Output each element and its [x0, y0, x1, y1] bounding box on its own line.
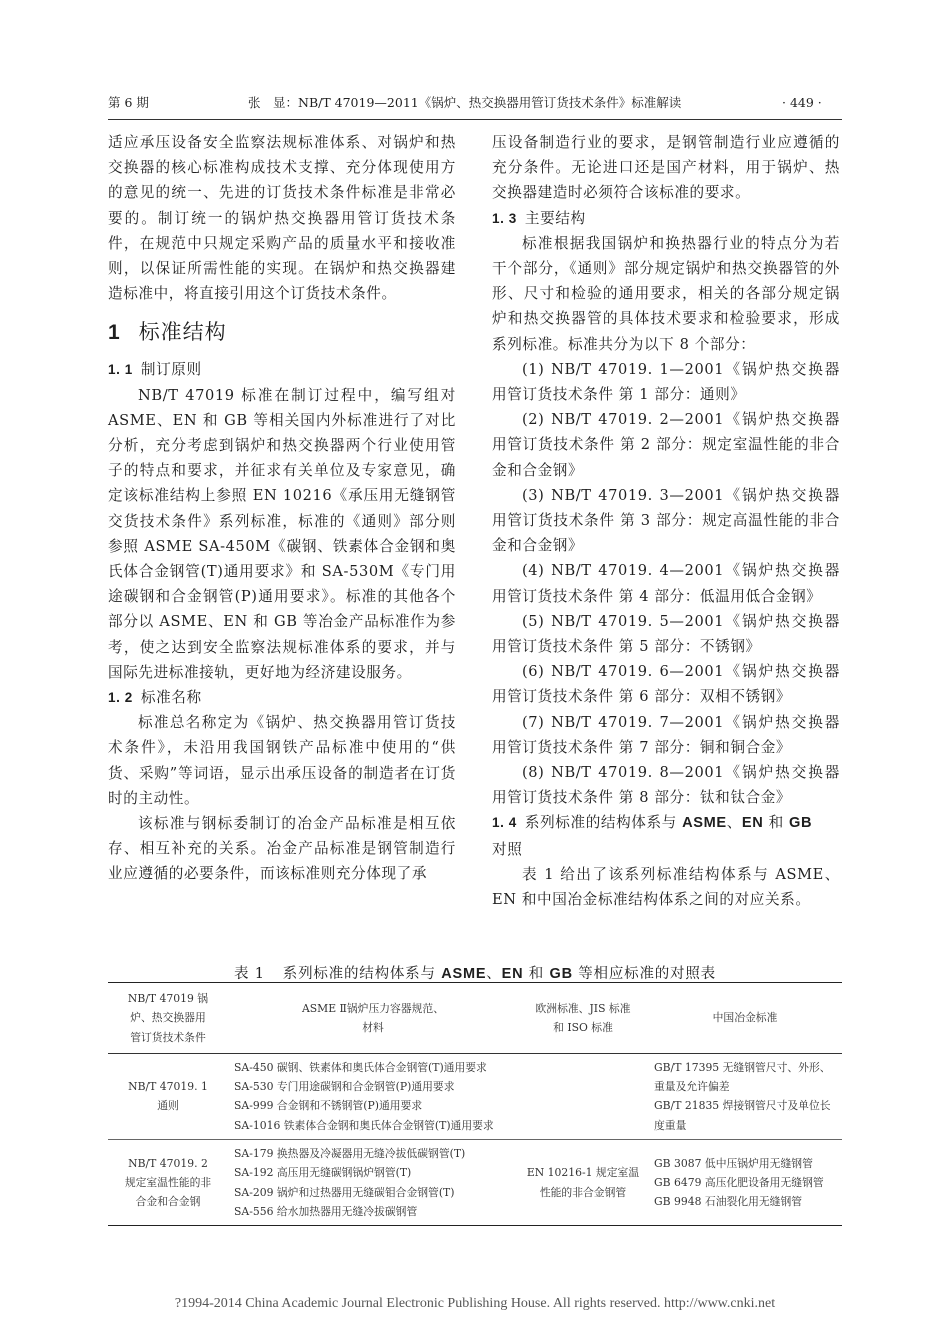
table-caption: 表 1 系列标准的结构体系与 ASME、EN 和 GB 等相应标准的对照表	[234, 966, 716, 982]
column-header: 中国冶金标准	[648, 983, 842, 1054]
table-cell: NB/T 47019. 1 通则	[108, 1053, 228, 1139]
table-cell: SA-179 换热器及冷凝器用无缝冷拔低碳钢管(T) SA-192 高压用无缝碳钢锅炉钢管(T) SA-209 锅炉和过热器用无缝碳钼合金钢管(T) SA-556 给水加热器用无缝冷拔碳钢管	[234, 1147, 466, 1218]
section-1-heading	[108, 314, 456, 351]
section-title: 标准结构	[138, 320, 227, 345]
subsection-1-2-paragraph-1: 标准总名称定为《锅炉、热交换器用管订货技术条件》，未沿用我国钢铁产品标准中使用的“供货、采购”等词语，显示出承压设备的制造者在订货时的主动性。	[108, 714, 456, 807]
column-header: 欧洲标准、JIS 标准和 ISO 标准	[518, 983, 648, 1054]
subsection-1-2-heading: 1. 2 标准名称	[108, 689, 202, 707]
subsection-1-2-paragraph-2: 该标准与钢标委制订的冶金产品标准是相互依存、相互补充的关系。冶金产品标准是钢管制造行业应遵循的必要条件，而该标准则充分体现了承	[108, 815, 456, 883]
part-item: (3) NB/T 47019. 3—2001《锅炉热交换器用管订货技术条件 第 3 部分：规定高温性能的非合金和合金钢》	[492, 486, 840, 555]
copyright-footer: ?1994-2014 China Academic Journal Electronic Publishing House. All rights reserved. http://www.cnki.net	[174, 1296, 776, 1311]
header-rule	[108, 119, 842, 120]
continuation-paragraph: 压设备制造行业的要求，是钢管制造行业应遵循的充分条件。无论进口还是国产材料，用于锅炉、热交换器建造时必须符合该标准的要求。	[492, 134, 840, 202]
section-number: 1	[108, 321, 121, 345]
part-item: (2) NB/T 47019. 2—2001《锅炉热交换器用管订货技术条件 第 2 部分：规定室温性能的非合金和合金钢》	[492, 411, 840, 479]
table-label: 表 1	[234, 966, 265, 982]
part-item: (8) NB/T 47019. 8—2001《锅炉热交换器用管订货技术条件 第 8 部分：钛和钛合金》	[492, 764, 840, 807]
part-item: (6) NB/T 47019. 6—2001《锅炉热交换器用管订货技术条件 第 6 部分：双相不锈钢》	[492, 663, 840, 706]
table-cell	[518, 1053, 648, 1139]
page-number: · 449 ·	[782, 95, 822, 110]
subsection-1-4-text: 表 1 给出了该系列标准结构体系与 ASME、EN 和中国冶金标准结构体系之间的对应关系。	[492, 865, 840, 909]
table-header-row	[108, 983, 842, 1054]
table-cell: EN 10216-1 规定室温性能的非合金钢管	[526, 1166, 640, 1199]
subsection-1-3-text: 标准根据我国锅炉和换热器行业的特点分为若干个部分，《通则》部分规定锅炉和热交换器管的外形、尺寸和检验的通用要求，相关的各部分规定锅炉和热交换器管的具体技术要求和检验要求，形成系列标准。标准共分为以下 8 个部分：	[492, 234, 840, 353]
running-head-issue: 第 6 期	[108, 95, 149, 110]
comparison-table	[108, 982, 842, 1226]
part-item: (7) NB/T 47019. 7—2001《锅炉热交换器用管订货技术条件 第 7 部分：铜和铜合金》	[492, 713, 840, 756]
subsection-1-1-text: NB/T 47019 标准在制订过程中，编写组对 ASME、EN 和 GB 等相关国内外标准进行了对比分析，充分考虑到锅炉和热交换器两个行业使用管子的特点和要求，并征求有关单位及专家意见，确定该标准结构上参照 EN 10216《承压用无缝钢管交货技术条件》系列标准，标准的《通则》部分则参照 ASME SA-450M《碳钢、铁素体合金钢和奥氏体合金钢管(T)通用要求》和 SA-530M《专门用途碳钢和合金钢管(P)通用要求》。标准的其他各个部分以 ASME、EN 和 GB 等冶金产品标准作为参考，使之达到安全监察法规标准体系的要求，并与国际先进标准接轨，更好地为经济建设服务。	[108, 386, 456, 681]
table-cell: GB 3087 低中压锅炉用无缝钢管 GB 6479 高压化肥设备用无缝钢管 GB 9948 石油裂化用无缝钢管	[654, 1156, 824, 1209]
subsection-1-1-heading: 1. 1 制订原则	[108, 361, 202, 379]
table-cell: GB/T 17395 无缝钢管尺寸、外形、重量及允许偏差 GB/T 21835 焊接钢管尺寸及单位长度重量	[648, 1053, 842, 1139]
table-row	[108, 1140, 842, 1226]
intro-paragraph: 适应承压设备安全监察法规标准体系、对锅炉和热交换器的核心标准构成技术支撑、充分体现使用方的意见的统一、先进的订货技术条件标准是非常必要的。制订统一的锅炉热交换器用管订货技术条件，在规范中只规定采购产品的质量水平和接收准则，以保证所需性能的实现。在锅炉和热交换器建造标准中，将直接引用这个订货技术条件。	[108, 134, 456, 303]
part-item: (1) NB/T 47019. 1—2001《锅炉热交换器用管订货技术条件 第 1 部分：通则》	[492, 360, 840, 404]
running-head-title: 张 显：NB/T 47019—2011《锅炉、热交换器用管订货技术条件》标准解读	[248, 95, 682, 110]
table-row	[108, 1053, 842, 1139]
subsection-1-4-heading: 1. 4 系列标准的结构体系与 ASME、EN 和 GB 对照	[492, 814, 813, 858]
right-column	[492, 130, 840, 912]
table-cell: NB/T 47019. 2 规定室温性能的非合金和合金钢	[124, 1156, 212, 1209]
subsection-1-3-heading: 1. 3 主要结构	[492, 209, 586, 227]
part-item: (5) NB/T 47019. 5—2001《锅炉热交换器用管订货技术条件 第 5 部分：不锈钢》	[492, 612, 840, 656]
column-header: ASME Ⅱ锅炉压力容器规范、材料	[228, 983, 518, 1054]
table-cell: SA-450 碳钢、铁素体和奥氏体合金钢管(T)通用要求 SA-530 专门用途碳钢和合金钢管(P)通用要求 SA-999 合金钢和不锈钢管(P)通用要求 SA-1016 铁素体合金钢和奥氏体合金钢管(T)通用要求	[228, 1053, 518, 1139]
left-column	[108, 130, 456, 887]
part-item: (4) NB/T 47019. 4—2001《锅炉热交换器用管订货技术条件 第 4 部分：低温用低合金钢》	[492, 562, 840, 605]
column-header: NB/T 47019 锅炉、热交换器用管订货技术条件	[108, 983, 228, 1054]
